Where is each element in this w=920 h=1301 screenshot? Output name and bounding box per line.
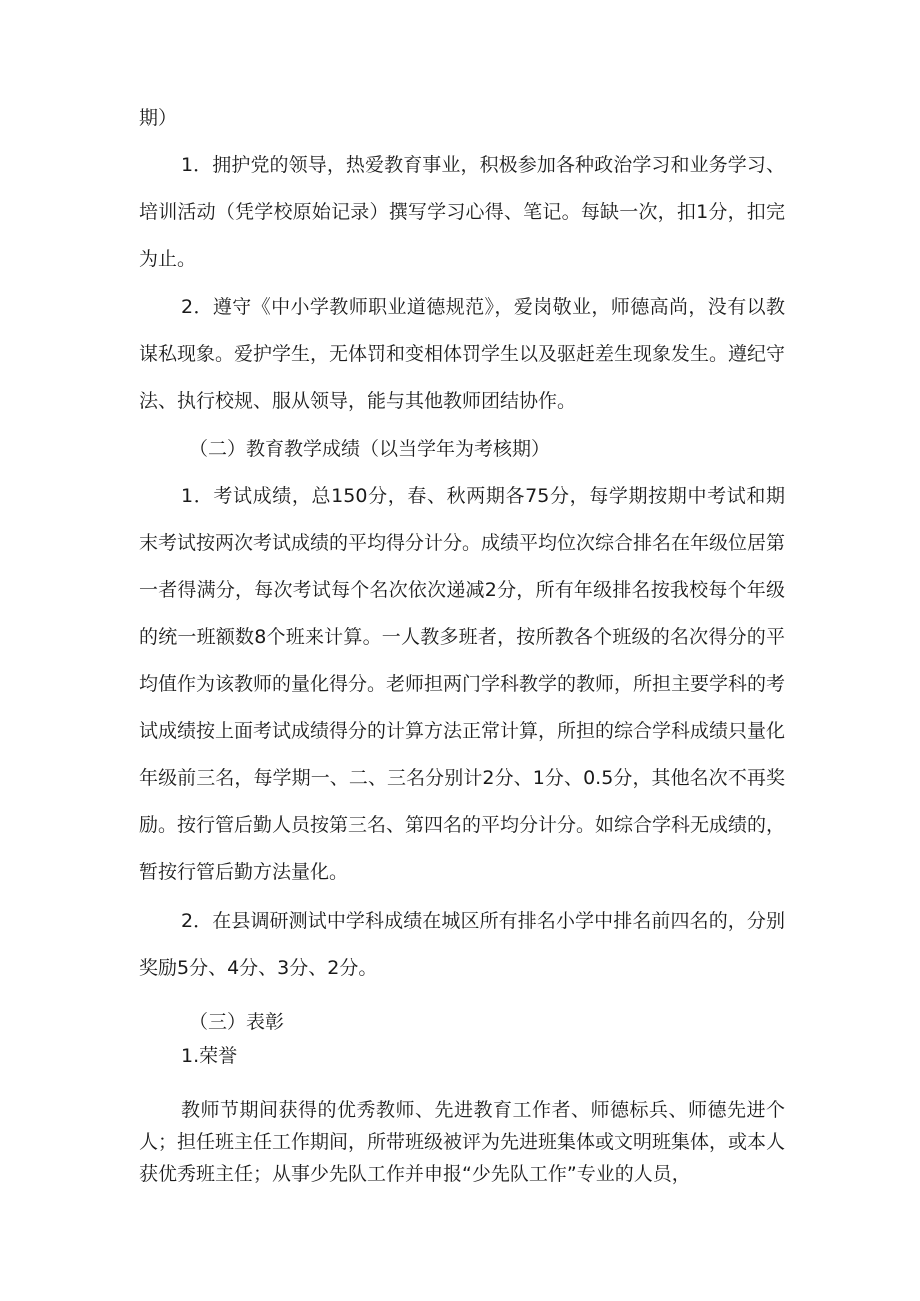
section-heading-teaching-results: （二）教育教学成绩（以当学年为考核期） xyxy=(189,438,551,460)
paragraph-county-test: 2．在县调研测试中学科成绩在城区所有排名小学中排名前四名的，分别奖励5分、4分、3分、2分。 xyxy=(139,910,785,979)
paragraph-honors-detail: 教师节期间获得的优秀教师、先进教育工作者、师德标兵、师德先进个人；担任班主任工作期间，所带班级被评为先进班集体或文明班集体，或本人获优秀班主任；从事少先队工作并申报“少先队工作”专业的人员， xyxy=(139,1099,786,1185)
section-heading-commendation: （三）表彰 xyxy=(189,1011,285,1033)
paragraph-item-2: 2．遵守《中小学教师职业道德规范》，爱岗敬业，师德高尚，没有以教谋私现象。爱护学生，无体罚和变相体罚学生以及驱赶差生现象发生。遵纪守法、执行校规、服从领导，能与其他教师团结协作。 xyxy=(139,296,786,412)
subheading-honors: 1.荣誉 xyxy=(181,1045,238,1067)
paragraph-continuation: 期） xyxy=(139,107,178,129)
paragraph-exam-scores: 1．考试成绩，总150分，春、秋两期各75分，每学期按期中考试和期末考试按两次考试成绩的平均得分计分。成绩平均位次综合排名在年级位居第一者得满分，每次考试每个名次依次递减2分，所有年级排名按我校每个年级的统一班额数8个班来计算。一人教多班者，按所教各个班级的名次得分的平均值作为该教师的量化得分。老师担两门学科教学的教师，所担主要学科的考试成绩按上面考试成绩得分的计算方法正常计算，所担的综合学科成绩只量化年级前三名，每学期一、二、三名分别计2分、1分、0.5分，其他名次不再奖励。按行管后勤人员按第三名、第四名的平均分计分。如综合学科无成绩的，暂按行管后勤方法量化。 xyxy=(139,485,786,883)
paragraph-item-1: 1．拥护党的领导，热爱教育事业，积极参加各种政治学习和业务学习、培训活动（凭学校原始记录）撰写学习心得、笔记。每缺一次，扣1分，扣完为止。 xyxy=(139,154,785,270)
